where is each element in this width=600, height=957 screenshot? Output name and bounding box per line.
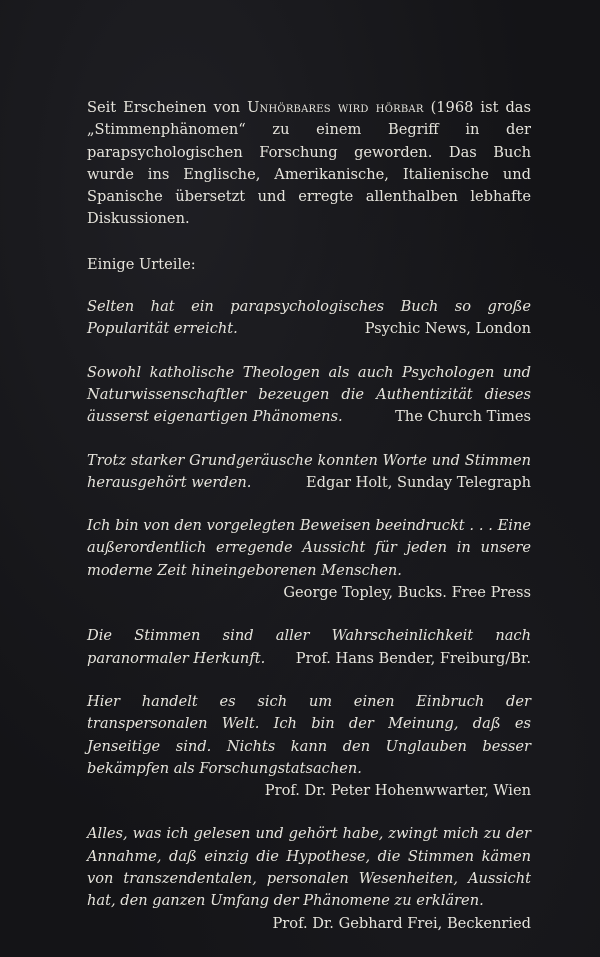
review-text: Trotz starker Grundgeräusche konnten Worte und Stimmen herausgehört werden. Edgar Holt, Sunday Telegraph [87, 450, 531, 495]
review-text: Ich bin von den vorgelegten Beweisen beeindruckt . . . Eine außerordentlich erregende Aussicht für jeden in unsere moderne Zeit hineingeborenen Menschen. [87, 517, 531, 579]
review-quote [87, 362, 531, 429]
intro-paragraph [87, 97, 531, 231]
review-quote [87, 450, 531, 495]
review-source: Psychic News, London [364, 320, 531, 338]
review-source: Edgar Holt, Sunday Telegraph [306, 473, 531, 491]
review-text: Hier handelt es sich um einen Einbruch der transpersonalen Welt. Ich bin der Meinung, daß es Jenseitige sind. Nichts kann den Unglauben besser bekämpfen als Forschungstatsachen. Prof. Dr. Peter Hohenwwarter, Wien [87, 691, 531, 780]
back-cover-text [87, 97, 531, 956]
review-source: Prof. Dr. Peter Hohenwwarter, Wien [264, 782, 531, 800]
review-text: Selten hat ein parapsychologisches Buch so große Popularität erreicht. Psychic News, London [87, 296, 531, 341]
book-title: Unhörbares wird hörbar [247, 99, 424, 116]
review-text: Alles, was ich gelesen und gehört habe, zwingt mich zu der Annahme, daß einzig die Hypothese, die Stimmen kämen von transzendentalen, personalen Wesenheiten, Aussicht hat, den ganzen Umfang der Phänomene zu erklären. [87, 825, 531, 910]
review-quote [87, 296, 531, 341]
review-quote [87, 515, 531, 604]
review-text: Sowohl katholische Theologen als auch Psychologen und Naturwissenschaftler bezeugen die Authentizität dieses äusserst eigenartigen Phänomens. The Church Times [87, 362, 531, 429]
intro-part1: Seit Erscheinen von [87, 99, 248, 116]
review-quote [87, 625, 531, 670]
review-source: The Church Times [395, 408, 531, 426]
review-text: Die Stimmen sind aller Wahrscheinlichkeit nach paranormaler Herkunft. Prof. Hans Bender, Freiburg/Br. [87, 625, 531, 670]
review-source: Prof. Dr. Gebhard Frei, Beckenried [272, 914, 531, 932]
review-quote [87, 691, 531, 802]
intro-part2: (1968 ist das „Stimmenphänomen“ zu einem Begriff in der parapsychologischen Forschung geworden. Das Buch wurde ins Englische, Amerikanische, Italienische und Spanische übersetzt und erregte allenthalben lebhafte Diskussionen. [87, 99, 531, 228]
review-source: George Topley, Bucks. Free Press [283, 584, 531, 602]
review-source: Prof. Hans Bender, Freiburg/Br. [295, 649, 531, 667]
reviews-heading: Einige Urteile: [87, 255, 196, 273]
review-quote [87, 823, 531, 934]
